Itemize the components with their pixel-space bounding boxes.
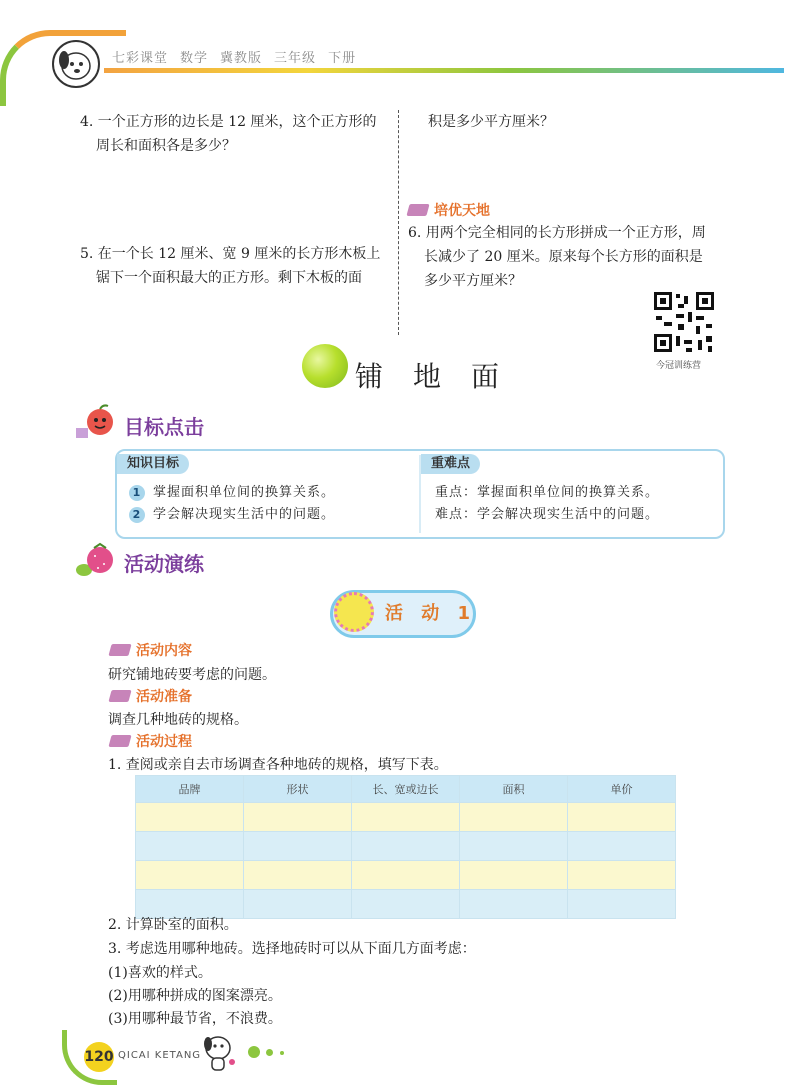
key-points-tag: 重难点 (421, 454, 480, 474)
qr-code-icon[interactable] (652, 290, 716, 354)
activity-content-text: 研究铺地砖要考虑的问题。 (108, 667, 276, 683)
number-badge: 2 (129, 507, 145, 523)
table-cell[interactable] (352, 861, 460, 890)
knowledge-tag: 知识目标 (117, 454, 189, 474)
option-2: (2)用哪种拼成的图案漂亮。 (108, 988, 282, 1004)
number-badge: 1 (129, 485, 145, 501)
problem-6: 6. 用两个完全相同的长方形拼成一个正方形，周 长减少了 20 厘米。原来每个长方形的面积是 多少平方厘米？ (408, 225, 706, 289)
table-cell[interactable] (136, 832, 244, 861)
table-header-row (136, 776, 676, 803)
header-color-bar (104, 68, 784, 73)
table-cell[interactable] (460, 832, 568, 861)
green-ball-icon (302, 344, 348, 388)
table-row (136, 803, 676, 832)
knowledge-goal-1: 1 掌握面积单位间的换算关系。 (129, 481, 335, 501)
process-step-1: 1. 查阅或亲自去市场调查各种地砖的规格，填写下表。 (108, 757, 448, 773)
book-icon (406, 204, 429, 216)
table-cell[interactable] (244, 890, 352, 919)
enrich-subheading: 培优天地 (408, 200, 490, 220)
hard-point: 难点：学会解决现实生活中的问题。 (435, 507, 660, 522)
option-1: (1)喜欢的样式。 (108, 965, 212, 981)
footer-dot-large (248, 1046, 260, 1058)
table-cell[interactable] (568, 890, 676, 919)
sun-icon (334, 592, 374, 632)
footer-dot-medium (266, 1049, 273, 1056)
footer-brand: QICAI KETANG (118, 1050, 202, 1061)
book-icon (108, 690, 131, 702)
table-cell[interactable] (460, 803, 568, 832)
column-divider (398, 110, 399, 335)
table-cell[interactable] (568, 832, 676, 861)
problem-5: 5. 在一个长 12 厘米、宽 9 厘米的长方形木板上 锯下一个面积最大的正方形。剩下木板的面 (80, 246, 381, 286)
process-step-2: 2. 计算卧室的面积。 (108, 917, 238, 933)
activity-process-title: 活动过程 (110, 731, 192, 751)
table-cell[interactable] (568, 803, 676, 832)
process-step-3: 3. 考虑选用哪种地砖。选择地砖时可以从下面几方面考虑： (108, 941, 476, 957)
activity-content-title: 活动内容 (110, 640, 192, 660)
table-cell[interactable] (352, 890, 460, 919)
dog-mascot-footer-icon (196, 1032, 240, 1080)
table-cell[interactable] (568, 861, 676, 890)
table-header-cell: 品牌 (136, 776, 244, 803)
footer-dot-small (280, 1051, 284, 1055)
qr-caption: 今冠训练营 (656, 361, 702, 371)
table-cell[interactable] (244, 803, 352, 832)
goals-heading: 目标点击 (124, 415, 204, 439)
table-cell[interactable] (352, 832, 460, 861)
activity-heading: 活动演练 (124, 552, 204, 576)
knowledge-goal-2: 2 学会解决现实生活中的问题。 (129, 503, 335, 523)
table-cell[interactable] (460, 861, 568, 890)
table-cell[interactable] (244, 861, 352, 890)
section-title: 铺地面 (355, 360, 530, 393)
dog-mascot-icon (52, 40, 100, 88)
activity-prep-text: 调查几种地砖的规格。 (108, 712, 248, 728)
table-cell[interactable] (136, 861, 244, 890)
table-cell[interactable] (352, 803, 460, 832)
strawberry-mascot-icon (76, 542, 116, 582)
problem-4: 4. 一个正方形的边长是 12 厘米，这个正方形的 周长和面积各是多少？ (80, 114, 377, 154)
problem-5-continuation: 积是多少平方厘米？ (428, 114, 554, 130)
table-header-cell: 面积 (460, 776, 568, 803)
book-icon (108, 644, 131, 656)
table-header-cell: 单价 (568, 776, 676, 803)
table-cell[interactable] (136, 803, 244, 832)
table-header-cell: 长、宽或边长 (352, 776, 460, 803)
book-icon (108, 735, 131, 747)
table-row (136, 861, 676, 890)
option-3: (3)用哪种最节省，不浪费。 (108, 1011, 282, 1027)
table-row (136, 832, 676, 861)
apple-mascot-icon (76, 404, 116, 444)
table-cell[interactable] (244, 832, 352, 861)
key-point: 重点：掌握面积单位间的换算关系。 (435, 485, 660, 500)
goals-box (115, 449, 725, 539)
tile-survey-table (135, 775, 676, 919)
page-number: 120 (84, 1042, 114, 1072)
header-text: 七彩课堂 数学 冀教版 三年级 下册 (112, 51, 357, 66)
table-cell[interactable] (460, 890, 568, 919)
table-header-cell: 形状 (244, 776, 352, 803)
activity-badge-label: 活 动 1 (385, 603, 477, 624)
activity-prep-title: 活动准备 (110, 686, 192, 706)
